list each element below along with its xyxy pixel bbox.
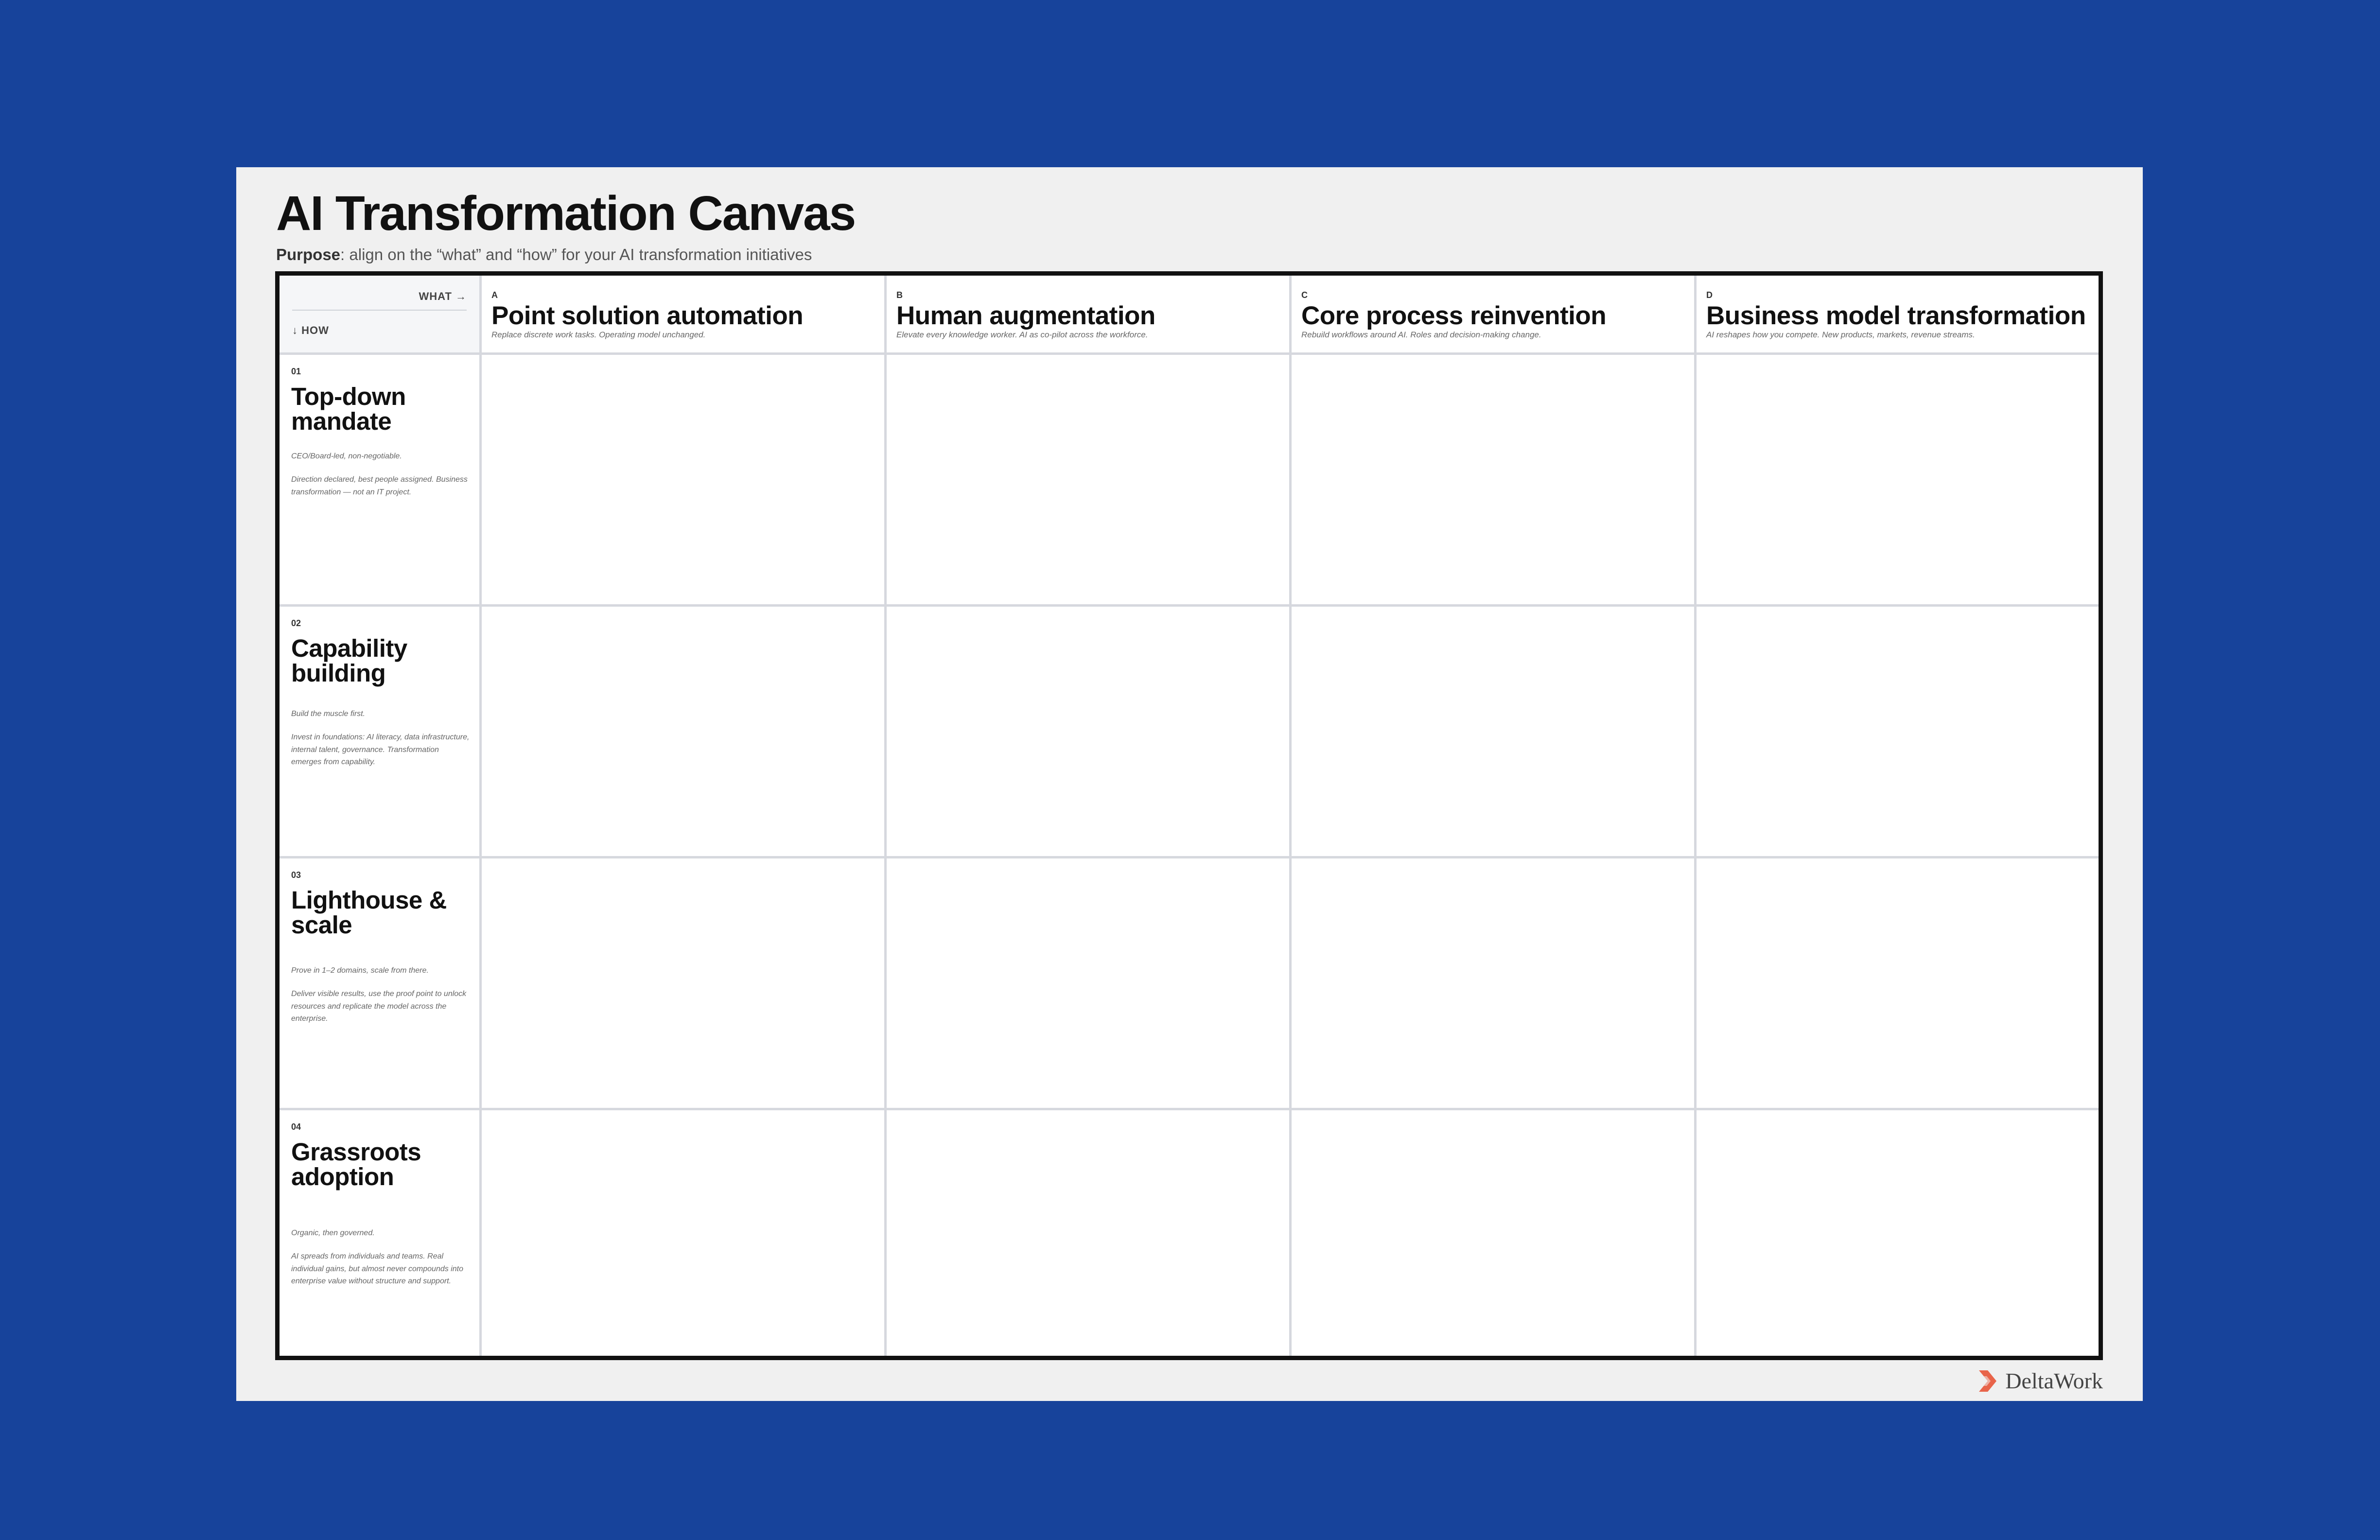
column-description: Rebuild workflows around AI. Roles and decision-making change. [1301,330,1541,339]
row-description: Deliver visible results, use the proof point to unlock resources and replicate the model across the enterprise. [291,990,467,1023]
grid-divider [479,276,482,1356]
purpose-line [276,245,812,264]
row-title: Capability building [291,634,407,687]
column-header-a [482,276,884,352]
column-description: AI reshapes how you compete. New products, markets, revenue streams. [1706,330,1975,339]
row-subtitle: Build the muscle first. [291,710,366,718]
column-letter: C [1301,290,1308,300]
column-title: Business model transformation [1706,301,2086,330]
column-header-c [1292,276,1694,352]
column-title: Core process reinvention [1301,301,1607,330]
row-description: Direction declared, best people assigned. Business transformation — not an IT project. [291,475,468,496]
purpose-label: Purpose [276,245,341,263]
row-subtitle: Prove in 1–2 domains, scale from there. [291,966,429,975]
column-letter: A [491,290,498,300]
row-title: Grassroots adoption [291,1138,421,1190]
column-header-d [1697,276,2099,352]
row-number: 04 [291,1122,301,1132]
row-header-01 [280,355,479,604]
column-description: Elevate every knowledge worker. AI as co-pilot across the workforce. [896,330,1148,339]
axis-corner [280,276,479,352]
row-header-02 [280,607,479,856]
row-title: Lighthouse & scale [291,886,447,939]
grid-divider [280,352,2099,355]
grid-divider [280,604,2099,607]
column-title: Point solution automation [491,301,804,330]
column-header-b [887,276,1289,352]
row-number: 01 [291,367,301,376]
column-letter: D [1706,290,1713,300]
row-description: AI spreads from individuals and teams. Real individual gains, but almost never compounds into enterprise value without structure and support. [291,1252,463,1286]
canvas-sheet [236,167,2143,1401]
row-title: Top-down mandate [291,383,406,435]
grid-divider [1289,276,1292,1356]
deltawork-chevron-icon [1977,1369,1998,1393]
brand-name: DeltaWork [2005,1368,2103,1393]
row-header-04 [280,1110,479,1356]
row-description: Invest in foundations: AI literacy, data infrastructure, internal talent, governance. Transformation emerges from capability. [291,733,470,767]
page-title: AI Transformation Canvas [276,186,856,241]
column-title: Human augmentation [896,301,1155,330]
row-number: 03 [291,870,301,880]
grid-divider [1694,276,1697,1356]
brand-logo [1977,1368,2103,1394]
row-number: 02 [291,618,301,628]
corner-divider [292,310,467,311]
row-header-03 [280,858,479,1108]
grid-divider [280,856,2099,858]
row-subtitle: Organic, then governed. [291,1229,375,1237]
what-axis-label: WHAT → [419,290,467,302]
column-letter: B [896,290,903,300]
grid-divider [280,1108,2099,1110]
column-description: Replace discrete work tasks. Operating model unchanged. [491,330,706,339]
purpose-text: : align on the “what” and “how” for your AI transformation initiatives [340,245,812,263]
row-subtitle: CEO/Board-led, non-negotiable. [291,452,402,460]
how-axis-label: ↓ HOW [292,324,329,336]
grid-divider [884,276,887,1356]
canvas-grid [275,271,2103,1360]
